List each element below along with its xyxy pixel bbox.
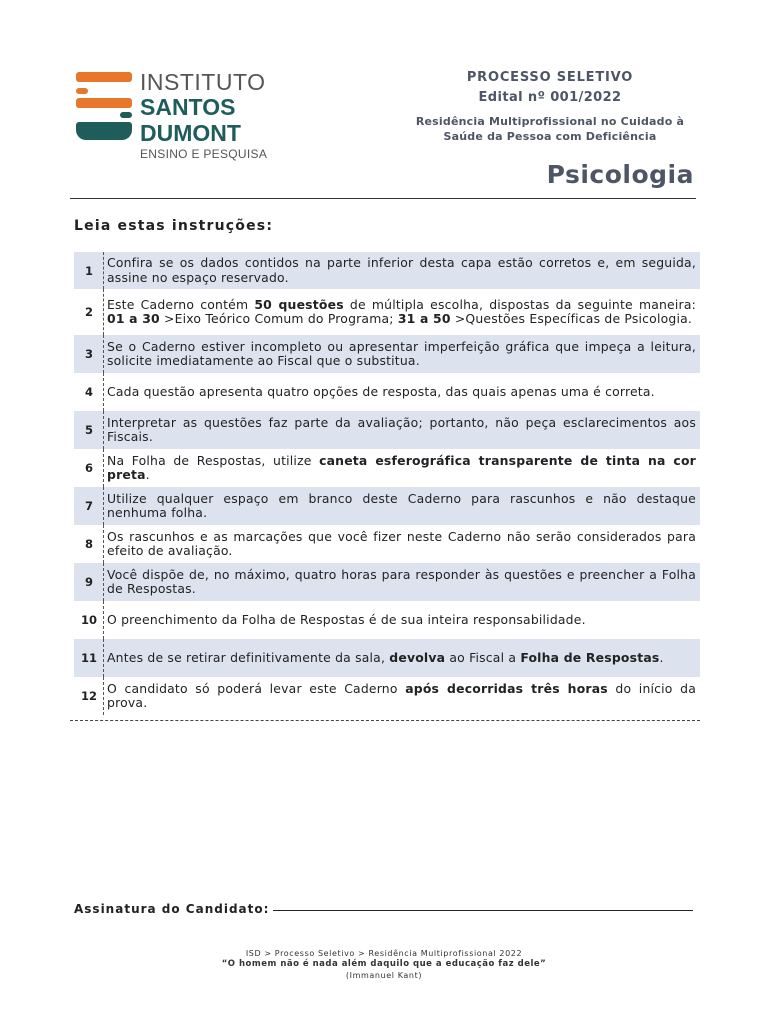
instruction-number: 7 bbox=[84, 499, 93, 513]
row-separator bbox=[103, 639, 104, 677]
instruction-row bbox=[74, 525, 700, 563]
row-separator bbox=[103, 563, 104, 601]
logo-line1: INSTITUTO bbox=[140, 69, 266, 95]
instruction-emphasis: 31 a 50 bbox=[397, 311, 451, 326]
footer-quote: “O homem não é nada além daquilo que a educação faz dele” bbox=[221, 959, 547, 969]
row-separator bbox=[103, 411, 104, 449]
instruction-number: 6 bbox=[84, 461, 93, 475]
instruction-segment: >Eixo Teórico Comum do Programa; bbox=[159, 311, 398, 326]
header-divider bbox=[70, 198, 696, 199]
instruction-row bbox=[74, 411, 700, 449]
subject-title: Psicologia bbox=[546, 160, 694, 189]
institute-logo bbox=[74, 69, 334, 161]
row-separator bbox=[103, 487, 104, 525]
instruction-text bbox=[107, 252, 700, 289]
instruction-row bbox=[74, 289, 700, 335]
instruction-row bbox=[74, 563, 700, 601]
instruction-segment: O preenchimento da Folha de Respostas é de sua inteira responsabilidade. bbox=[107, 611, 586, 627]
instruction-emphasis: caneta esferográfica transparente de tinta na cor preta bbox=[107, 452, 696, 482]
instruction-segment: Cada questão apresenta quatro opções de resposta, das quais apenas uma é correta. bbox=[107, 383, 655, 399]
instruction-row bbox=[74, 487, 700, 525]
program-line1: Residência Multiprofissional no Cuidado à bbox=[415, 115, 685, 128]
instruction-text bbox=[107, 373, 700, 411]
instruction-segment: ao Fiscal a bbox=[445, 649, 521, 665]
instruction-number: 5 bbox=[84, 423, 93, 437]
row-separator bbox=[103, 335, 104, 373]
instruction-row bbox=[74, 373, 700, 411]
instruction-text bbox=[107, 525, 700, 563]
instruction-segment: >Questões Específicas de Psicologia. bbox=[450, 311, 693, 326]
instruction-number: 4 bbox=[84, 385, 93, 399]
instruction-segment: . bbox=[145, 467, 150, 482]
program-name bbox=[400, 114, 700, 144]
row-separator bbox=[103, 449, 104, 487]
dashed-divider bbox=[70, 720, 700, 721]
instruction-number: 10 bbox=[80, 613, 97, 627]
instruction-text bbox=[107, 487, 700, 525]
instruction-number: 8 bbox=[84, 537, 93, 551]
instruction-segment: do início da prova. bbox=[107, 680, 696, 710]
row-separator bbox=[103, 252, 104, 289]
instruction-row bbox=[74, 601, 700, 639]
instruction-segment: Na Folha de Respostas, utilize bbox=[107, 452, 320, 468]
instructions-list bbox=[74, 252, 700, 715]
logo-line2: SANTOS DUMONT bbox=[140, 94, 241, 146]
footer bbox=[0, 948, 768, 981]
instruction-number: 3 bbox=[84, 347, 93, 361]
footer-breadcrumb: ISD > Processo Seletivo > Residência Multiprofissional 2022 bbox=[245, 949, 523, 958]
instruction-number: 12 bbox=[80, 689, 97, 703]
instruction-emphasis: após decorridas três horas bbox=[405, 680, 608, 696]
row-separator bbox=[103, 289, 104, 335]
instruction-text bbox=[107, 677, 700, 715]
instruction-segment: Interpretar as questões faz parte da avaliação; portanto, não peça esclarecimentos aos Fiscais. bbox=[107, 414, 696, 444]
logo-text bbox=[140, 70, 334, 162]
signature-area bbox=[74, 902, 693, 916]
instructions-heading: Leia estas instruções: bbox=[74, 218, 274, 234]
instruction-emphasis: 01 a 30 bbox=[107, 311, 160, 326]
instruction-text bbox=[107, 335, 700, 373]
instruction-segment: Confira se os dados contidos na parte inferior desta capa estão corretos e, em seguida, assine no espaço reservado. bbox=[107, 255, 696, 285]
instruction-text bbox=[107, 601, 700, 639]
process-title: PROCESSO SELETIVO bbox=[466, 70, 634, 85]
instruction-text bbox=[107, 449, 700, 487]
instruction-row bbox=[74, 449, 700, 487]
document-header bbox=[400, 68, 700, 144]
instruction-number: 11 bbox=[80, 651, 97, 665]
instruction-segment: . bbox=[659, 649, 664, 665]
instruction-row bbox=[74, 335, 700, 373]
instruction-row bbox=[74, 639, 700, 677]
signature-line[interactable] bbox=[273, 910, 693, 911]
instruction-number: 2 bbox=[84, 305, 93, 319]
instruction-text bbox=[107, 289, 700, 335]
signature-label: Assinatura do Candidato: bbox=[74, 902, 270, 916]
instruction-segment: de múltipla escolha, dispostas da seguinte maneira: bbox=[343, 296, 696, 312]
row-separator bbox=[103, 373, 104, 411]
row-separator bbox=[103, 525, 104, 563]
instruction-segment: Você dispõe de, no máximo, quatro horas para responder às questões e preencher a Folha de Respostas. bbox=[107, 566, 696, 596]
edital-number: Edital nº 001/2022 bbox=[478, 90, 622, 105]
instruction-emphasis: 50 questões bbox=[254, 296, 344, 312]
instruction-row bbox=[74, 252, 700, 289]
instruction-segment: Antes de se retirar definitivamente da sala, bbox=[107, 649, 390, 665]
instruction-segment: Este Caderno contém bbox=[107, 296, 255, 312]
row-separator bbox=[103, 677, 104, 715]
instruction-segment: Se o Caderno estiver incompleto ou apresentar imperfeição gráfica que impeça a leitura, solicite imediatamente ao Fiscal que o substitua. bbox=[107, 338, 696, 368]
instruction-emphasis: devolva bbox=[389, 649, 446, 665]
footer-author: (Immanuel Kant) bbox=[345, 971, 423, 980]
instruction-emphasis: Folha de Respostas bbox=[520, 649, 660, 665]
program-line2: Saúde da Pessoa com Deficiência bbox=[443, 130, 657, 143]
instruction-number: 9 bbox=[84, 575, 93, 589]
logo-mark-icon bbox=[74, 70, 134, 142]
instruction-segment: Utilize qualquer espaço em branco deste Caderno para rascunhos e não destaque nenhuma folha. bbox=[107, 490, 696, 520]
instruction-segment: Os rascunhos e as marcações que você fizer neste Caderno não serão considerados para efeito de avaliação. bbox=[107, 528, 696, 558]
instruction-text bbox=[107, 639, 700, 677]
row-separator bbox=[103, 601, 104, 639]
instruction-text bbox=[107, 563, 700, 601]
instruction-segment: O candidato só poderá levar este Caderno bbox=[107, 680, 406, 696]
instruction-row bbox=[74, 677, 700, 715]
logo-line3: ENSINO E PESQUISA bbox=[140, 147, 268, 161]
instruction-text bbox=[107, 411, 700, 449]
instruction-number: 1 bbox=[84, 263, 93, 278]
